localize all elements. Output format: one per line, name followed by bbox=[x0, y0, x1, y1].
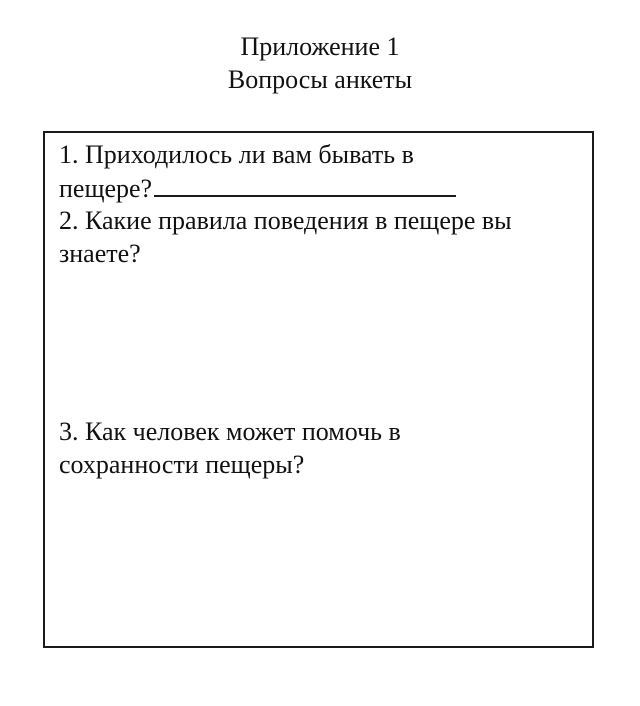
question-3-line-1 bbox=[59, 415, 584, 448]
question-2-line-2 bbox=[59, 237, 584, 270]
appendix-label: Приложение 1 bbox=[240, 32, 400, 61]
question-3-number: 3. bbox=[59, 417, 79, 446]
question-3-text-continued: сохранности пещеры? bbox=[59, 450, 305, 479]
question-1-number: 1. bbox=[59, 140, 79, 169]
question-2 bbox=[59, 204, 584, 270]
question-1 bbox=[59, 138, 584, 205]
question-2-text-continued: знаете? bbox=[59, 239, 141, 268]
question-1-line-1 bbox=[59, 138, 584, 171]
question-2-text: Какие правила поведения в пещере вы bbox=[85, 206, 512, 235]
question-2-line-1 bbox=[59, 204, 584, 237]
question-1-line-2 bbox=[59, 171, 584, 205]
questionnaire-box bbox=[43, 131, 594, 648]
page-title: Вопросы анкеты bbox=[227, 65, 413, 94]
question-1-text-continued: пещере? bbox=[59, 174, 153, 203]
answer-blank-line[interactable] bbox=[154, 171, 456, 197]
question-3 bbox=[59, 415, 584, 481]
document-header bbox=[0, 30, 640, 96]
question-3-line-2 bbox=[59, 448, 584, 481]
question-3-text: Как человек может помочь в bbox=[85, 417, 401, 446]
question-1-text: Приходилось ли вам бывать в bbox=[85, 140, 414, 169]
question-2-number: 2. bbox=[59, 206, 79, 235]
